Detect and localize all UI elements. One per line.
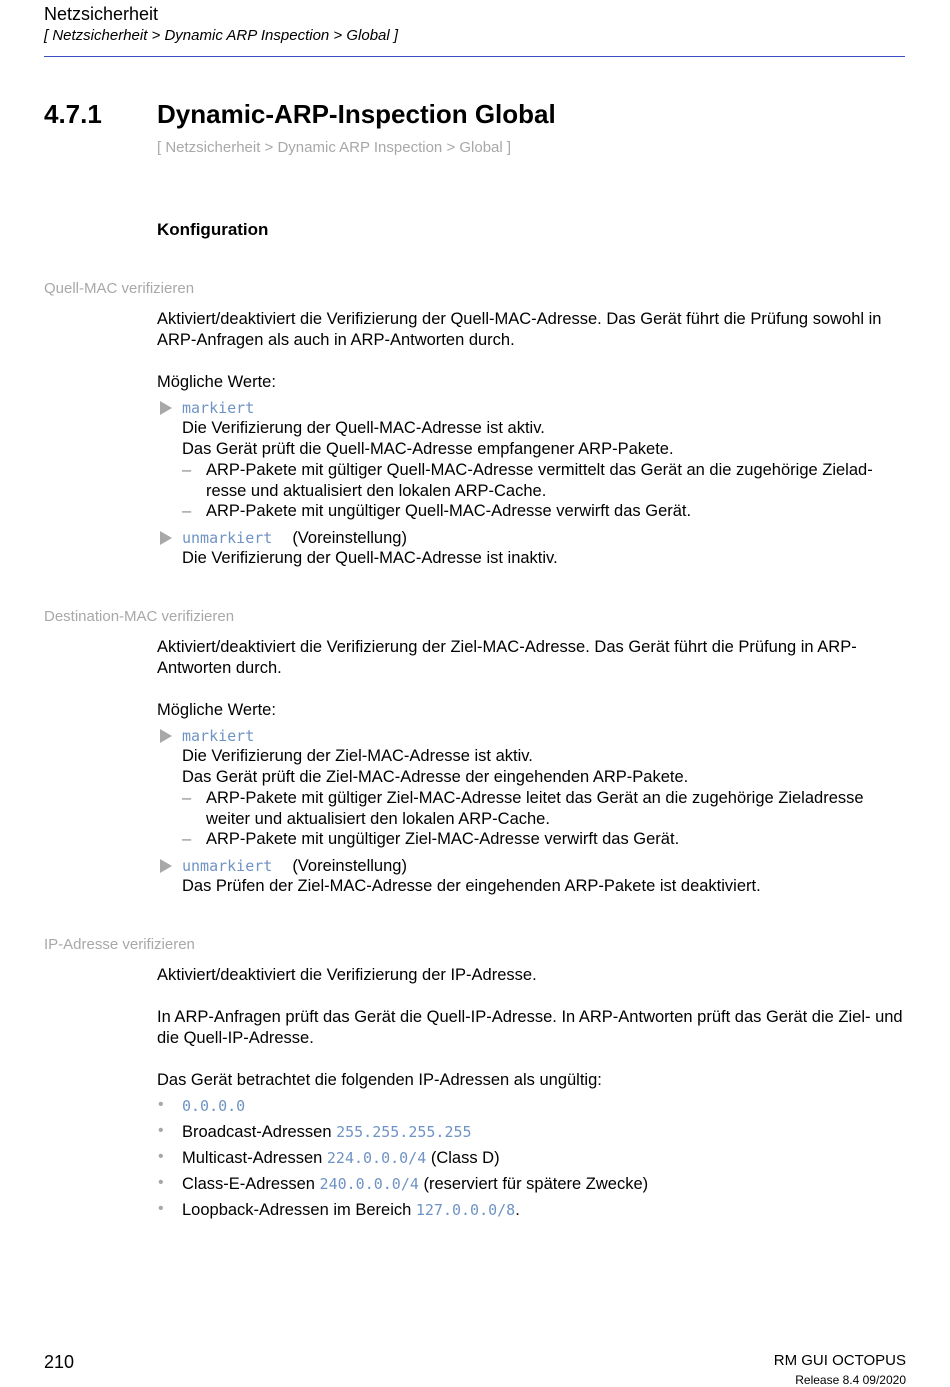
list-item: Class-E-Adressen 240.0.0.0/4 (reserviert für spätere Zwecke) [182, 1175, 649, 1193]
dot-bullet-icon: • [158, 1096, 164, 1113]
value-description: Das Gerät prüft die Quell-MAC-Adresse empfangener ARP-Pakete. [182, 440, 674, 458]
footer-release: Release 8.4 09/2020 [795, 1373, 906, 1387]
section-title: Dynamic-ARP-Inspection Global [157, 99, 556, 129]
dot-bullet-icon: • [158, 1148, 164, 1165]
dot-bullet-icon: • [158, 1200, 164, 1217]
value-name: markiert [182, 399, 255, 417]
param-label-destination-mac: Destination-MAC verifizieren [44, 608, 235, 625]
value-subitem: ARP-Pakete mit ungültiger Ziel-MAC-Adresse verwirft das Gerät. [206, 830, 680, 848]
footer-product: RM GUI OCTOPUS [773, 1352, 906, 1369]
list-item: Broadcast-Adressen 255.255.255.255 [182, 1123, 472, 1141]
triangle-bullet-icon [160, 401, 172, 415]
value-default-note: (Voreinstellung) [292, 529, 407, 547]
value-description: Die Verifizierung der Quell-MAC-Adresse ist inaktiv. [182, 549, 558, 567]
param-label-source-mac: Quell-MAC verifizieren [44, 280, 195, 297]
dash-bullet-icon: – [182, 830, 192, 848]
triangle-bullet-icon [160, 531, 172, 545]
header-divider [44, 56, 905, 57]
header-title: Netzsicherheit [44, 4, 159, 24]
list-item: Loopback-Adressen im Bereich 127.0.0.0/8. [182, 1201, 520, 1219]
header-breadcrumb: [ Netzsicherheit > Dynamic ARP Inspection > Global ] [44, 27, 399, 44]
invalid-list-intro: Das Gerät betrachtet die folgenden IP-Adressen als ungültig: [157, 1071, 602, 1089]
possible-values-label: Mögliche Werte: [157, 701, 276, 719]
list-item: Multicast-Adressen 224.0.0.0/4 (Class D) [182, 1149, 500, 1167]
dot-bullet-icon: • [158, 1174, 164, 1191]
section-number: 4.7.1 [44, 99, 102, 129]
param-label-ip-address: IP-Adresse verifizieren [44, 936, 195, 953]
dash-bullet-icon: – [182, 461, 192, 479]
value-name: markiert [182, 727, 255, 745]
dot-bullet-icon: • [158, 1122, 164, 1139]
section-breadcrumb: [ Netzsicherheit > Dynamic ARP Inspection > Global ] [157, 139, 512, 156]
value-subitem: ARP-Pakete mit gültiger Quell-MAC-Adresse vermittelt das Gerät an die zugehörige Zielad-resse und aktualisiert den lokalen ARP-Cache. [206, 461, 873, 500]
value-name: unmarkiert (Voreinstellung) [182, 529, 407, 547]
page-number: 210 [44, 1352, 75, 1372]
triangle-bullet-icon [160, 729, 172, 743]
value-description: Die Verifizierung der Quell-MAC-Adresse ist aktiv. [182, 419, 545, 437]
value-default-note: (Voreinstellung) [292, 857, 407, 875]
value-description: Das Prüfen der Ziel-MAC-Adresse der eingehenden ARP-Pakete ist deaktiviert. [182, 877, 761, 895]
param-description: Aktiviert/deaktiviert die Verifizierung der Ziel-MAC-Adresse. Das Gerät führt die Prüfung in ARP-Antworten durch. [157, 638, 857, 677]
dash-bullet-icon: – [182, 502, 192, 520]
value-subitem: ARP-Pakete mit gültiger Ziel-MAC-Adresse leitet das Gerät an die zugehörige Zieladresse weiter und aktualisiert den lokalen ARP-Cache. [206, 789, 864, 828]
dash-bullet-icon: – [182, 789, 192, 807]
value-description: Das Gerät prüft die Ziel-MAC-Adresse der eingehenden ARP-Pakete. [182, 768, 689, 786]
value-name: unmarkiert (Voreinstellung) [182, 857, 407, 875]
param-description: Aktiviert/deaktiviert die Verifizierung der Quell-MAC-Adresse. Das Gerät führt die Prüfung sowohl in ARP-Anfragen als auch in ARP-Antworten durch. [157, 310, 882, 349]
value-description: Die Verifizierung der Ziel-MAC-Adresse ist aktiv. [182, 747, 533, 765]
subheading-konfiguration: Konfiguration [157, 220, 269, 239]
triangle-bullet-icon [160, 859, 172, 873]
list-item: 0.0.0.0 [182, 1097, 246, 1115]
param-description: Aktiviert/deaktiviert die Verifizierung der IP-Adresse. [157, 966, 537, 984]
param-description: In ARP-Anfragen prüft das Gerät die Quell-IP-Adresse. In ARP-Antworten prüft das Gerät die Ziel- und die Quell-IP-Adresse. [157, 1008, 903, 1047]
value-subitem: ARP-Pakete mit ungültiger Quell-MAC-Adresse verwirft das Gerät. [206, 502, 692, 520]
possible-values-label: Mögliche Werte: [157, 373, 276, 391]
